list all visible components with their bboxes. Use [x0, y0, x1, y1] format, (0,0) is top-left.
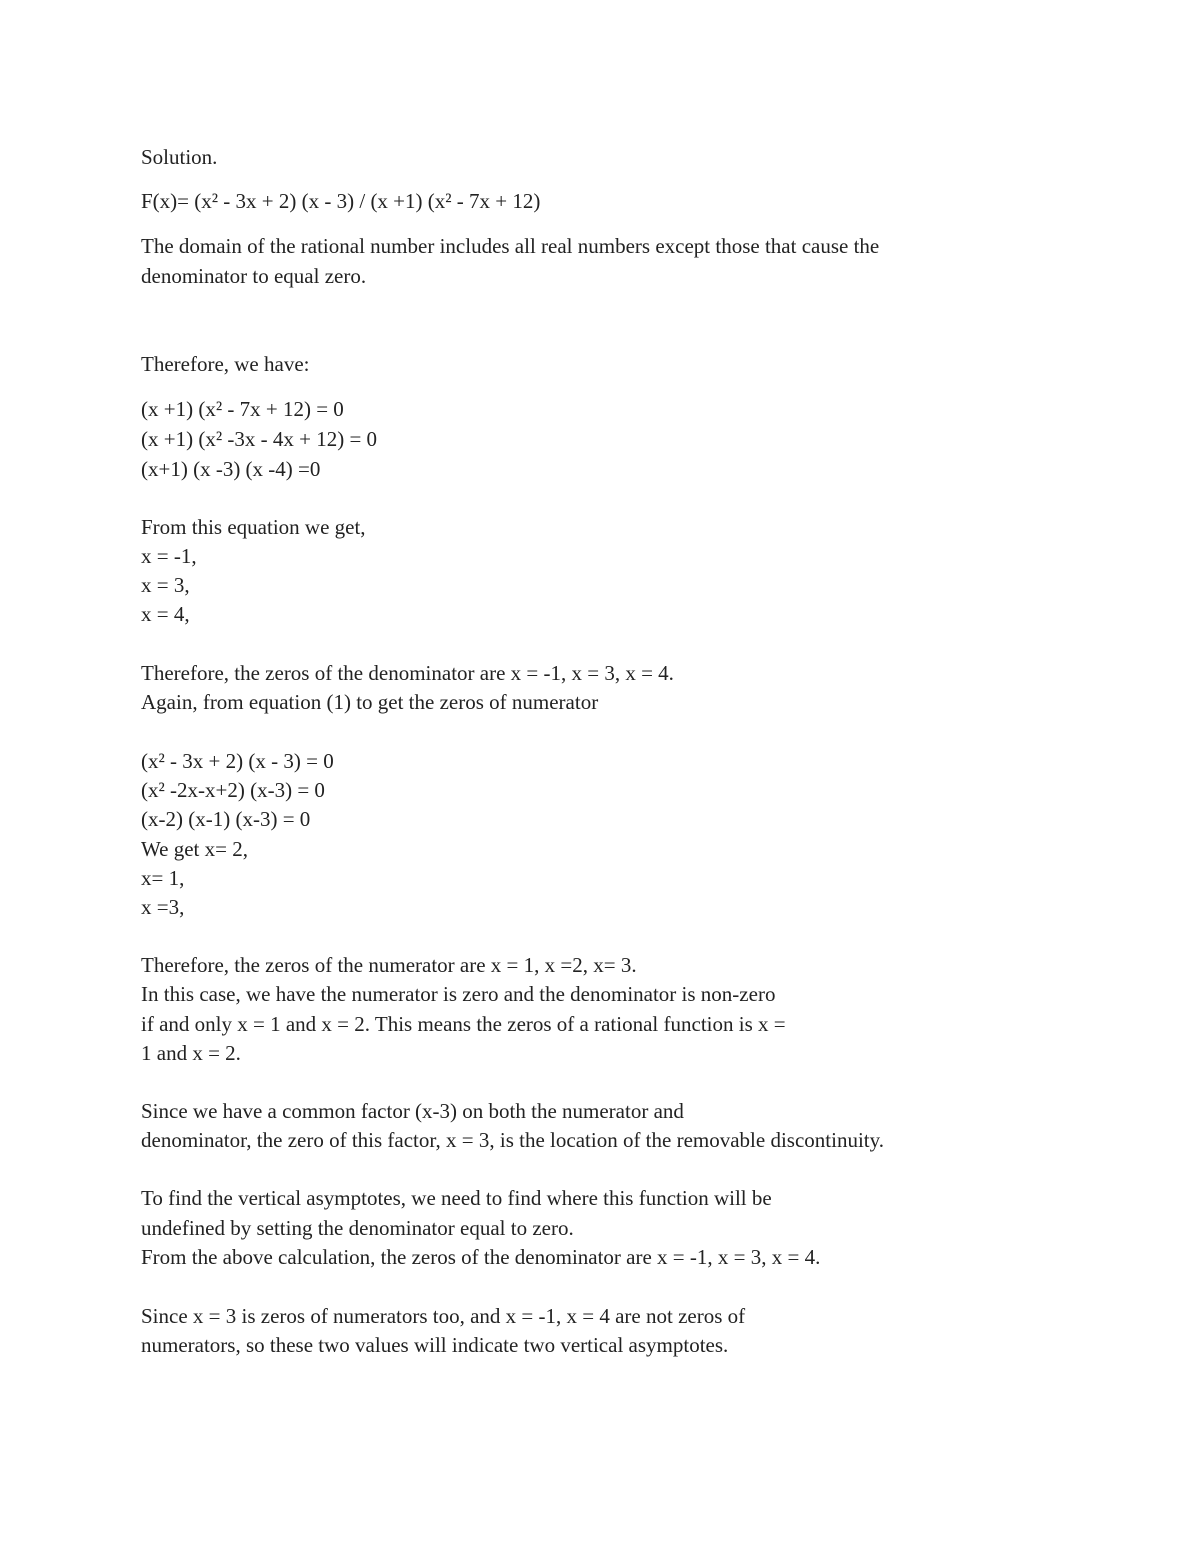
solution-value: We get x= 2,: [141, 837, 248, 861]
body-text-line: denominator, the zero of this factor, x = 3, is the location of the removable discontinuity.: [141, 1128, 885, 1152]
equation-line: (x +1) (x² - 7x + 12) = 0: [141, 397, 344, 421]
solution-value: x= 1,: [141, 866, 185, 890]
body-text-line: To find the vertical asymptotes, we need to find where this function will be: [141, 1186, 772, 1210]
body-text-line: Since we have a common factor (x-3) on both the numerator and: [141, 1099, 684, 1123]
solution-value: x = 4,: [141, 602, 190, 626]
equation-line: (x² -2x-x+2) (x-3) = 0: [141, 778, 325, 802]
body-text-line: In this case, we have the numerator is zero and the denominator is non-zero: [141, 982, 776, 1006]
domain-text-line: denominator to equal zero.: [141, 264, 367, 288]
solution-value: x =3,: [141, 895, 185, 919]
body-text-line: Again, from equation (1) to get the zeros of numerator: [141, 690, 599, 714]
domain-text-line: The domain of the rational number includes all real numbers except those that cause the: [141, 234, 880, 258]
body-text-line: numerators, so these two values will indicate two vertical asymptotes.: [141, 1333, 729, 1357]
therefore-heading: Therefore, we have:: [141, 352, 310, 376]
body-text-line: undefined by setting the denominator equal to zero.: [141, 1216, 574, 1240]
equation-line: (x+1) (x -3) (x -4) =0: [141, 457, 321, 481]
solution-value: x = 3,: [141, 573, 190, 597]
equation-line: (x² - 3x + 2) (x - 3) = 0: [141, 749, 334, 773]
body-text-line: if and only x = 1 and x = 2. This means the zeros of a rational function is x =: [141, 1012, 786, 1036]
function-definition: F(x)= (x² - 3x + 2) (x - 3) / (x +1) (x² - 7x + 12): [141, 189, 541, 213]
body-text-line: From this equation we get,: [141, 515, 366, 539]
equation-line: (x +1) (x² -3x - 4x + 12) = 0: [141, 427, 378, 451]
body-text-line: Therefore, the zeros of the numerator are x = 1, x =2, x= 3.: [141, 953, 637, 977]
body-text-line: Therefore, the zeros of the denominator are x = -1, x = 3, x = 4.: [141, 661, 674, 685]
body-text-line: Since x = 3 is zeros of numerators too, and x = -1, x = 4 are not zeros of: [141, 1304, 746, 1328]
equation-line: (x-2) (x-1) (x-3) = 0: [141, 807, 311, 831]
solution-heading: Solution.: [141, 145, 218, 169]
solution-value: x = -1,: [141, 544, 197, 568]
body-text-line: 1 and x = 2.: [141, 1041, 241, 1065]
body-text-line: From the above calculation, the zeros of the denominator are x = -1, x = 3, x = 4.: [141, 1245, 821, 1269]
